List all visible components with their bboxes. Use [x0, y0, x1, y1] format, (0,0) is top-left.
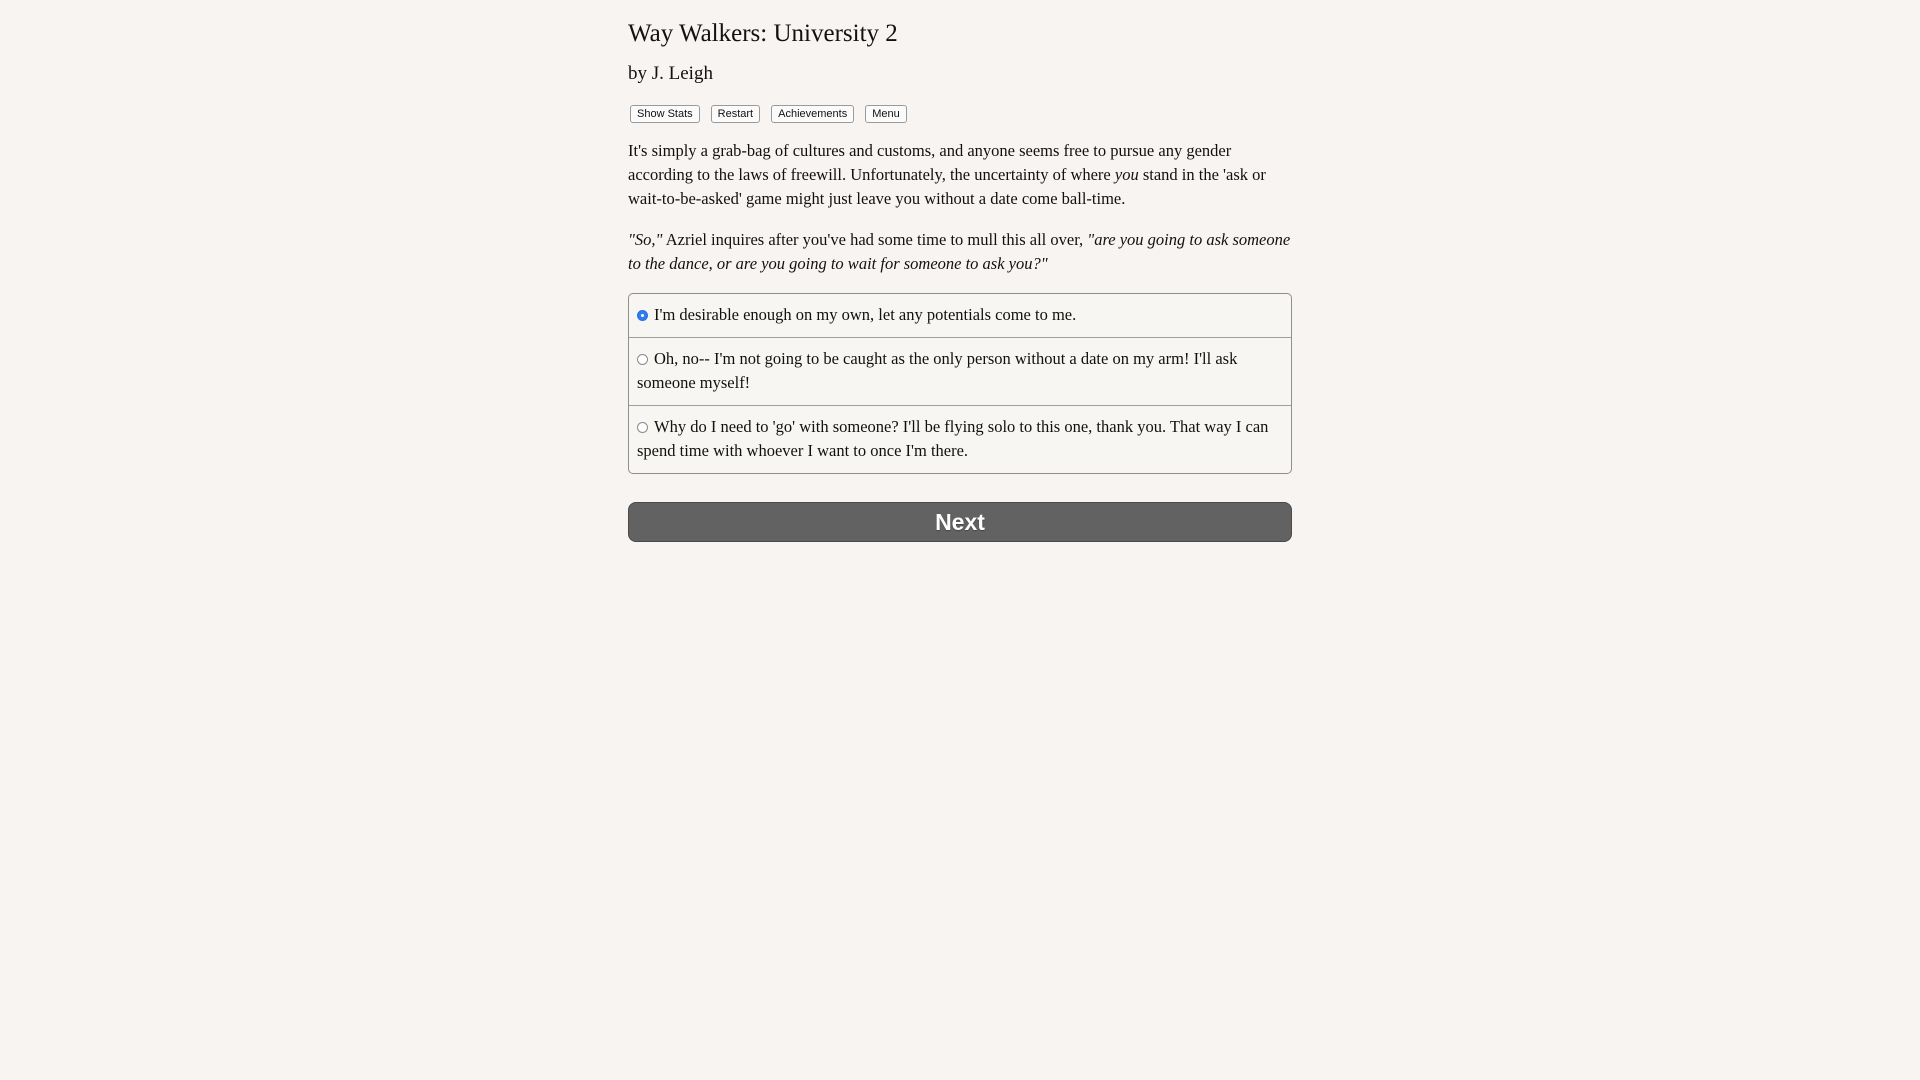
- choice-label: I'm desirable enough on my own, let any potentials come to me.: [654, 305, 1077, 324]
- game-author: by J. Leigh: [628, 63, 713, 84]
- story-paragraph-1: [628, 139, 1292, 211]
- choice-option-2[interactable]: [629, 337, 1291, 405]
- choice-label: Oh, no-- I'm not going to be caught as the only person without a date on my arm! I'll ask someone myself!: [637, 349, 1238, 392]
- choice-option-3[interactable]: [629, 405, 1291, 473]
- story-paragraph-2: [628, 228, 1292, 276]
- story-emphasis: you: [1114, 165, 1139, 184]
- story-text: stand in the 'ask or wait-to-be-asked' game might just leave you without a date come ball-time.: [628, 165, 1266, 208]
- choice-option-1[interactable]: [629, 294, 1291, 337]
- choice-list: [628, 293, 1292, 474]
- story-text: Azriel inquires after you've had some time to mull this all over,: [662, 230, 1088, 249]
- radio-button-2[interactable]: [637, 354, 648, 365]
- achievements-button[interactable]: Achievements: [771, 105, 854, 123]
- radio-button-3[interactable]: [637, 422, 648, 433]
- radio-button-1[interactable]: [637, 310, 648, 321]
- choice-label: Why do I need to 'go' with someone? I'll be flying solo to this one, thank you. That way I can spend time with whoever I want to once I'm there.: [637, 417, 1269, 460]
- toolbar: [630, 105, 907, 123]
- dialogue-text: "are you going to ask someone to the dance, or are you going to wait for someone to ask you?": [628, 230, 1291, 273]
- restart-button[interactable]: Restart: [711, 105, 760, 123]
- game-title: Way Walkers: University 2: [628, 20, 898, 47]
- show-stats-button[interactable]: Show Stats: [630, 105, 700, 123]
- story-text: It's simply a grab-bag of cultures and customs, and anyone seems free to pursue any gender according to the laws of freewill. Unfortunately, the uncertainty of where: [628, 141, 1232, 184]
- menu-button[interactable]: Menu: [865, 105, 907, 123]
- next-button[interactable]: Next: [628, 502, 1292, 542]
- dialogue-text: "So,": [628, 230, 663, 249]
